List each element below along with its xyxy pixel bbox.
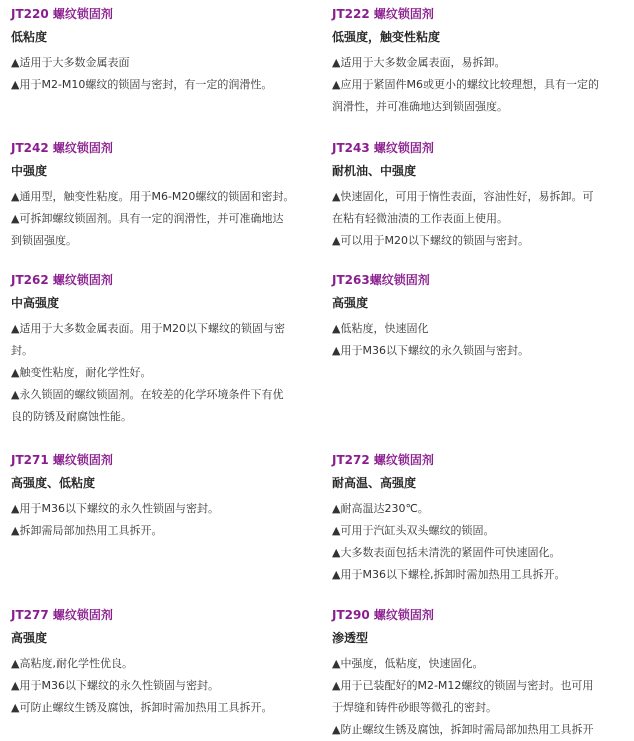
product-feature: ▲适用于大多数金属表面。用于M20以下螺纹的锁固与密	[11, 322, 285, 335]
product-feature: ▲用于已装配好的M2-M12螺纹的锁固与密封。也可用	[332, 679, 594, 692]
product-card	[11, 452, 311, 542]
product-card	[11, 607, 311, 719]
product-feature: 于焊缝和铸件砂眼等微孔的密封。	[332, 701, 497, 714]
product-feature: ▲低粘度，快速固化	[332, 322, 429, 335]
product-subtitle: 高强度	[332, 296, 369, 310]
product-feature: ▲高粘度,耐化学性优良。	[11, 657, 133, 670]
product-subtitle: 低强度，触变性粘度	[332, 30, 441, 44]
product-subtitle: 耐高温、高强度	[332, 476, 417, 490]
product-feature: ▲触变性粘度，耐化学性好。	[11, 366, 152, 379]
product-subtitle: 高强度、低粘度	[11, 476, 96, 490]
product-feature: 在粘有轻微油渍的工作表面上使用。	[332, 212, 508, 225]
product-feature: ▲用于M36以下螺纹的永久性锁固与密封。	[11, 502, 219, 515]
product-feature: ▲可用于汽缸头双头螺纹的锁固。	[332, 524, 495, 537]
product-title[interactable]: JT262 螺纹锁固剂	[11, 273, 113, 287]
product-title[interactable]: JT271 螺纹锁固剂	[11, 453, 113, 467]
product-feature: ▲应用于紧固件M6或更小的螺纹比较理想，具有一定的	[332, 78, 599, 91]
product-feature: ▲大多数表面包括未清洗的紧固件可快速固化。	[332, 546, 561, 559]
product-card	[332, 607, 628, 741]
product-feature: ▲可以用于M20以下螺纹的锁固与密封。	[332, 234, 529, 247]
product-feature: ▲防止螺纹生锈及腐蚀，拆卸时需局部加热用工具拆开	[332, 723, 594, 736]
product-card	[332, 6, 628, 118]
product-title[interactable]: JT243 螺纹锁固剂	[332, 141, 434, 155]
product-title[interactable]: JT222 螺纹锁固剂	[332, 7, 434, 21]
product-title[interactable]: JT242 螺纹锁固剂	[11, 141, 113, 155]
product-feature: ▲快速固化，可用于惰性表面，容油性好，易拆卸。可	[332, 190, 594, 203]
product-subtitle: 中高强度	[11, 296, 60, 310]
product-feature: ▲可拆卸螺纹锁固剂。具有一定的润滑性，并可准确地达	[11, 212, 284, 225]
product-subtitle: 渗透型	[332, 631, 369, 645]
product-feature: 封。	[11, 344, 33, 357]
product-feature: ▲中强度，低粘度，快速固化。	[332, 657, 484, 670]
product-feature: ▲可防止螺纹生锈及腐蚀，拆卸时需加热用工具拆开。	[11, 701, 273, 714]
product-feature: ▲用于M36以下螺纹的永久锁固与密封。	[332, 344, 529, 357]
product-subtitle: 高强度	[11, 631, 48, 645]
product-feature: ▲适用于大多数金属表面，易拆卸。	[332, 56, 506, 69]
product-feature: 润滑性，并可准确地达到锁固强度。	[332, 100, 508, 113]
product-feature: ▲用于M2-M10螺纹的锁固与密封，有一定的润滑性。	[11, 78, 273, 91]
product-card	[11, 140, 311, 252]
product-feature: ▲适用于大多数金属表面	[11, 56, 130, 69]
product-feature: 良的防锈及耐腐蚀性能。	[11, 410, 132, 423]
product-feature: ▲通用型，触变性粘度。用于M6-M20螺纹的锁固和密封。	[11, 190, 295, 203]
product-card	[332, 140, 628, 252]
product-title[interactable]: JT277 螺纹锁固剂	[11, 608, 113, 622]
product-title[interactable]: JT290 螺纹锁固剂	[332, 608, 434, 622]
product-feature: ▲拆卸需局部加热用工具拆开。	[11, 524, 163, 537]
product-card	[332, 272, 628, 362]
product-subtitle: 中强度	[11, 164, 48, 178]
product-feature: ▲用于M36以下螺纹的永久性锁固与密封。	[11, 679, 219, 692]
product-card	[11, 272, 311, 428]
product-title[interactable]: JT272 螺纹锁固剂	[332, 453, 434, 467]
product-subtitle: 低粘度	[11, 30, 48, 44]
product-card	[11, 6, 311, 96]
product-subtitle: 耐机油、中强度	[332, 164, 417, 178]
product-title[interactable]: JT220 螺纹锁固剂	[11, 7, 113, 21]
product-title[interactable]: JT263螺纹锁固剂	[332, 273, 430, 287]
product-feature: 到锁固强度。	[11, 234, 77, 247]
product-feature: ▲用于M36以下螺栓,拆卸时需加热用工具拆开。	[332, 568, 566, 581]
product-feature: ▲永久锁固的螺纹锁固剂。在较差的化学环境条件下有优	[11, 388, 284, 401]
product-feature: ▲耐高温达230℃。	[332, 502, 429, 515]
product-card	[332, 452, 628, 586]
